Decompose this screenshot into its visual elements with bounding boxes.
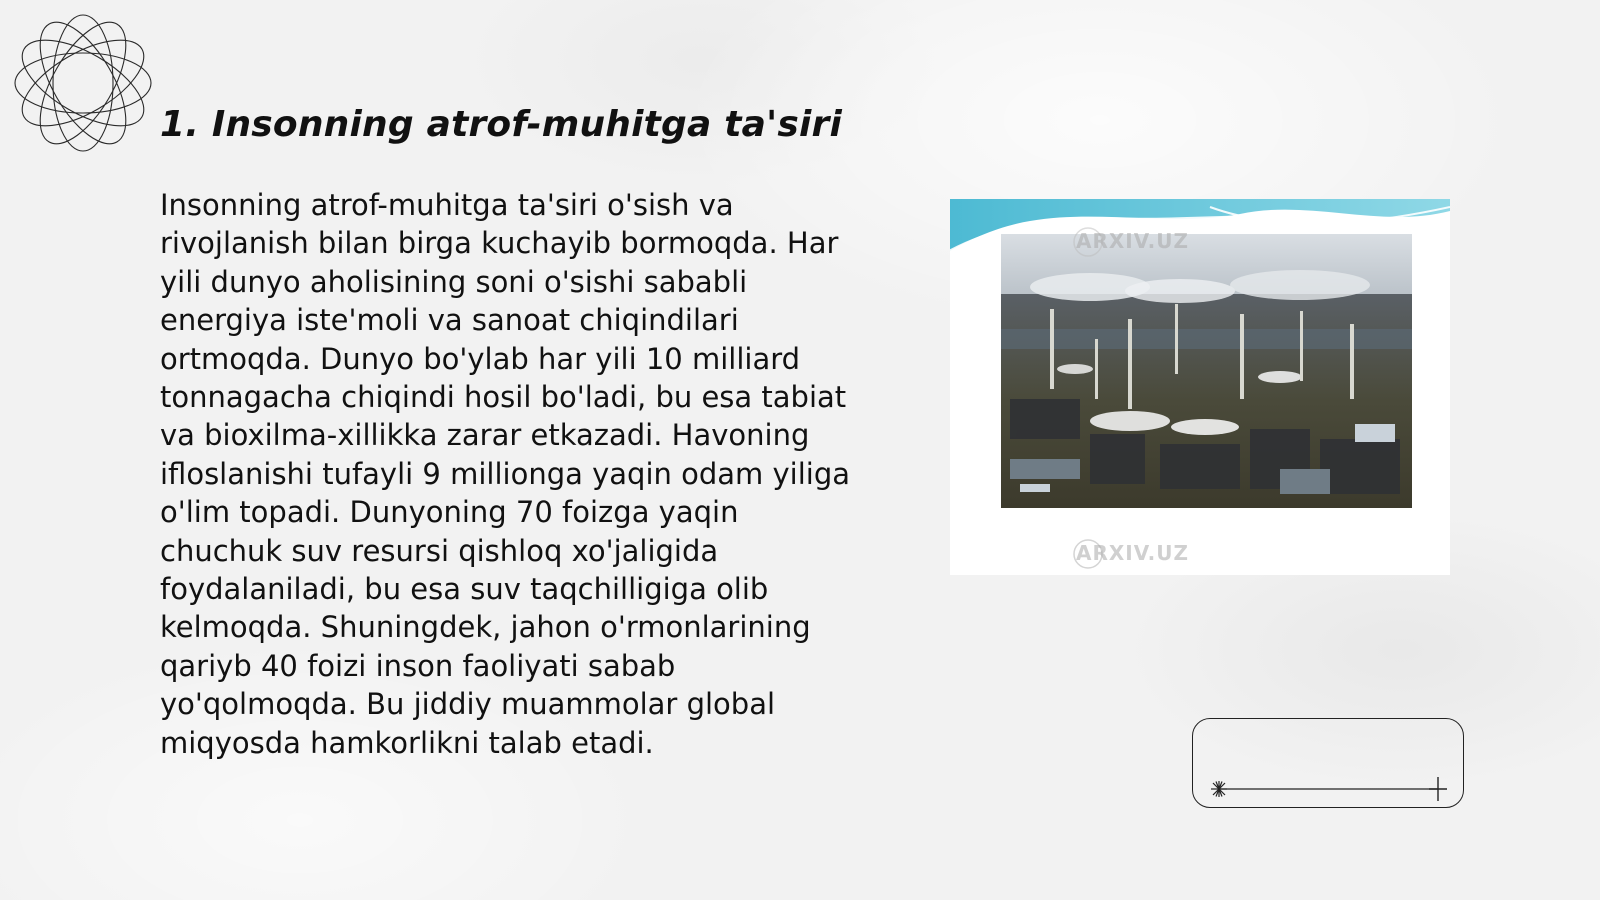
cross-icon bbox=[1429, 777, 1447, 801]
industrial-pollution-image bbox=[950, 199, 1450, 575]
slide-body-text: Insonning atrof-muhitga ta'siri o'sish va rivojlanish bilan birga kuchayib bormoqda. Har yili dunyo aholisining soni o'sishi sababli energiya iste'moli va sanoat chiqindilari ortmoqda. Dunyo bo'ylab har yili 10 milliard tonnagacha chiqindi hosil bo'ladi, bu esa tabiat va bioxilma-xillikka zarar etkazadi. Havoning ifloslanishi tufayli 9 millionga yaqin odam yiliga o'lim topadi. Dunyoning 70 foizga yaqin chuchuk suv resursi qishloq xo'jaligida foydalaniladi, bu esa suv taqchilligiga olib kelmoqda. Shuningdek, jahon o'rmonlarining qariyb 40 foizi inson faoliyati sabab yo'qolmoqda. Bu jiddiy muammolar global miqyosda hamkorlikni talab etadi. bbox=[160, 188, 850, 760]
image-graphic bbox=[950, 199, 1450, 575]
decorative-line bbox=[1193, 719, 1465, 809]
sparkle-icon bbox=[1211, 781, 1227, 797]
watermark-top: ARXIV.UZ bbox=[1076, 229, 1189, 253]
watermark-bottom: ARXIV.UZ bbox=[1076, 541, 1189, 565]
slide-title: 1. Insonning atrof-muhitga ta'siri bbox=[160, 104, 843, 145]
decorative-frame bbox=[1192, 718, 1464, 808]
circular-line-ornament-icon bbox=[10, 10, 156, 156]
factory-photo bbox=[1001, 234, 1412, 508]
